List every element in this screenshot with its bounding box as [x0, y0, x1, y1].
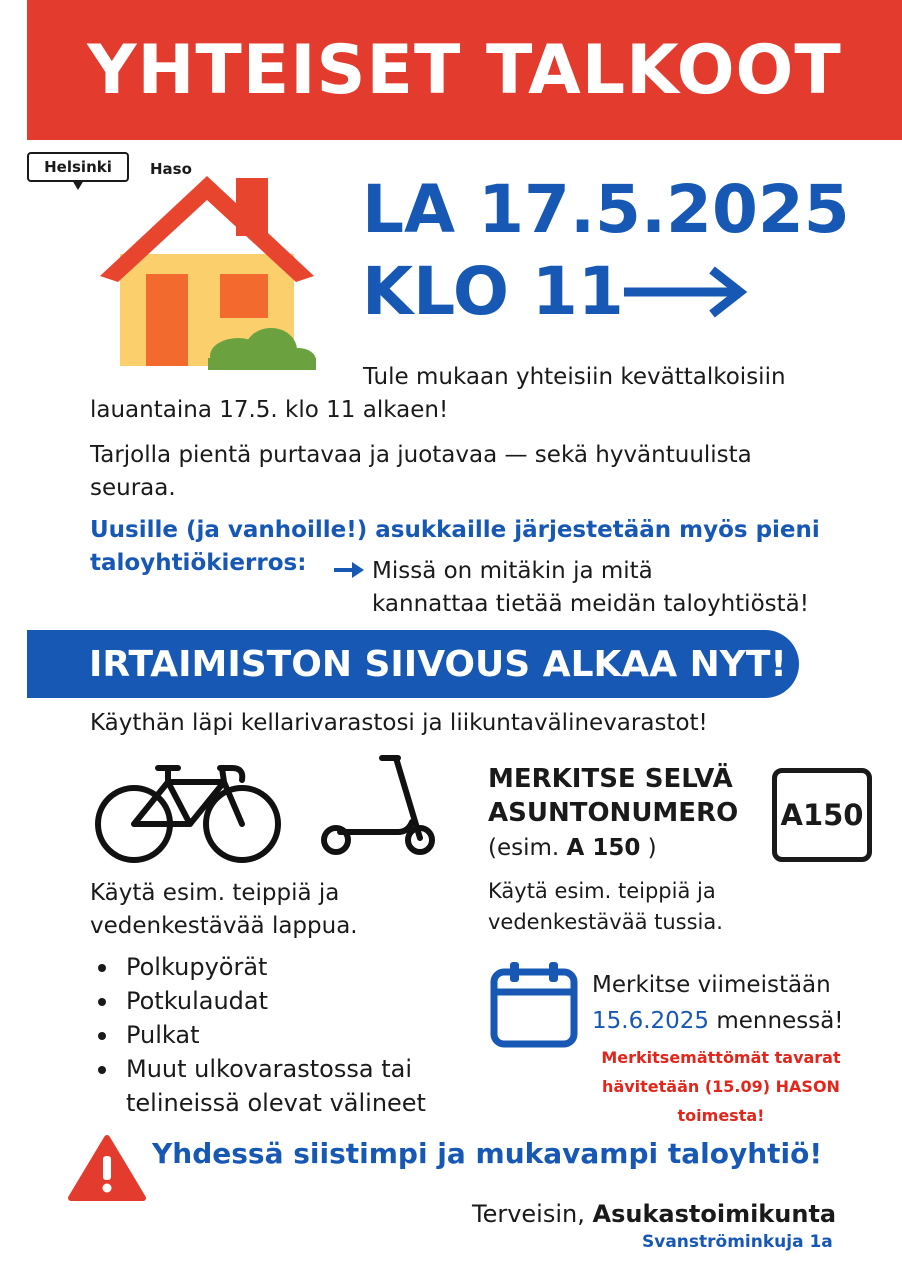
greeting — [472, 1200, 836, 1228]
item-list — [90, 950, 426, 1120]
event-time: KLO 11 — [362, 253, 624, 330]
deadline-date: 15.6.2025 — [592, 1008, 710, 1034]
greeting-prefix: Terveisin, — [472, 1200, 593, 1228]
section-title: IRTAIMISTON SIIVOUS ALKAA NYT! — [89, 643, 787, 685]
title-banner — [27, 0, 902, 140]
greeting-name: Asukastoimikunta — [592, 1200, 837, 1228]
warning-icon — [68, 1134, 146, 1202]
left-tip-line-2: vedenkestävää lappua. — [90, 913, 358, 939]
warning-line-2: hävitetään (15.09) HASON — [602, 1077, 840, 1096]
warning-line-3: toimesta! — [677, 1106, 765, 1125]
example-prefix: (esim. — [488, 835, 567, 861]
tour-detail-2: kannattaa tietää meidän taloyhtiöstä! — [372, 591, 809, 617]
small-arrow-right-icon — [332, 560, 366, 580]
address: Svanströminkuja 1a — [642, 1232, 833, 1252]
example-value: A 150 — [566, 835, 641, 861]
slogan: Yhdessä siistimpi ja mukavampi taloyhtiö! — [152, 1137, 823, 1170]
warning-text — [571, 1043, 871, 1130]
left-tip-line-1: Käytä esim. teippiä ja — [90, 880, 340, 906]
deadline-line-1: Merkitse viimeistään — [592, 972, 831, 998]
tour-line-1: Uusille (ja vanhoille!) asukkaille järjestetään myös pieni — [90, 517, 820, 543]
example-suffix: ) — [640, 835, 657, 861]
list-item: Polkupyörät — [90, 950, 426, 984]
list-item-continuation: telineissä olevat välineet — [126, 1089, 426, 1117]
warning-line-1: Merkitsemättömät tavarat — [601, 1048, 841, 1067]
scooter-icon — [312, 752, 440, 862]
deadline-line-2 — [592, 1006, 844, 1037]
intro-line-1: Tule mukaan yhteisiin kevättalkoisiin — [363, 364, 786, 390]
list-item: Pulkat — [90, 1018, 426, 1052]
calendar-icon — [488, 958, 580, 1050]
apartment-label-text: A150 — [780, 798, 864, 832]
helsinki-logo-text: Helsinki — [44, 158, 112, 176]
section-subtitle: Käythän läpi kellarivarastosi ja liikuntavälinevarastot! — [90, 710, 708, 736]
page-title: YHTEISET TALKOOT — [87, 30, 842, 110]
event-date: LA 17.5.2025 — [362, 171, 850, 248]
list-item: Potkulaudat — [90, 984, 426, 1018]
helsinki-logo-tail-icon — [72, 180, 84, 190]
arrow-right-icon — [620, 262, 750, 322]
tour-detail-1: Missä on mitäkin ja mitä — [372, 558, 653, 584]
apartment-label-example — [772, 768, 872, 862]
section-banner — [27, 630, 799, 698]
right-tip-line-2: vedenkestävää tussia. — [488, 910, 723, 934]
house-icon — [96, 170, 326, 370]
mark-heading-line-2: ASUNTONUMERO — [488, 798, 739, 828]
mark-heading-line-1: MERKITSE SELVÄ — [488, 764, 733, 794]
tour-line-2: taloyhtiökierros: — [90, 550, 307, 576]
offer-line-2: seuraa. — [90, 475, 176, 501]
offer-line-1: Tarjolla pientä purtavaa ja juotavaa — sekä hyväntuulista — [90, 442, 752, 468]
bicycle-icon — [92, 758, 284, 866]
intro-line-2: lauantaina 17.5. klo 11 alkaen! — [90, 397, 449, 423]
deadline-suffix: mennessä! — [709, 1008, 844, 1034]
apartment-example — [488, 833, 657, 864]
list-item: Muut ulkovarastossa tai — [90, 1052, 426, 1086]
haso-logo: Haso — [150, 160, 192, 178]
right-tip-line-1: Käytä esim. teippiä ja — [488, 879, 716, 903]
